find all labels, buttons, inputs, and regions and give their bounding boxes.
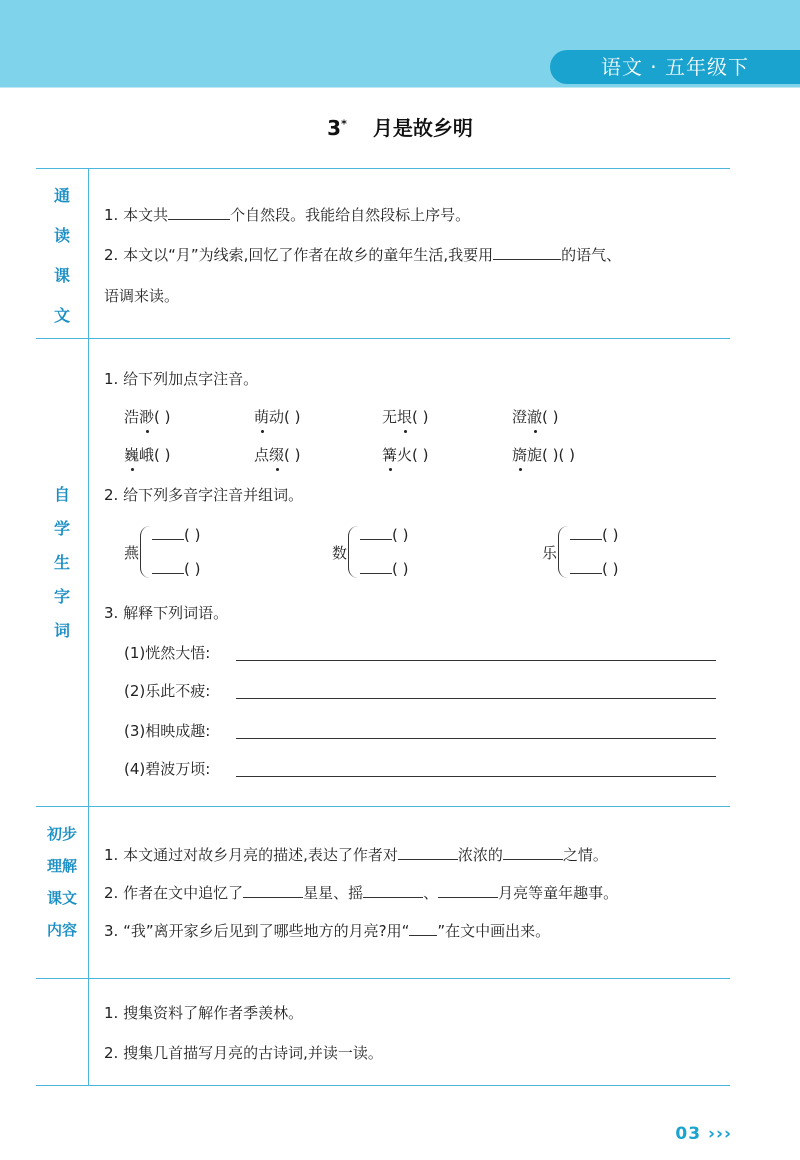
understand-question-3: 3. “我”离开家乡后见到了哪些地方的月亮?用“ ”在文中画出来。	[104, 922, 551, 940]
polyphone-item: 乐 ( ) ( )	[542, 526, 619, 578]
read-question-2-cont: 语调来读。	[104, 287, 180, 305]
definition-answer-line[interactable]	[236, 698, 716, 699]
answer-blank[interactable]	[438, 882, 498, 898]
pinyin-item: 旖旎( )( )	[512, 446, 575, 464]
pinyin-item: 巍峨( )	[124, 446, 171, 464]
answer-blank[interactable]	[152, 558, 184, 574]
answer-blank[interactable]	[168, 204, 230, 220]
page-number: 03 ›››	[675, 1124, 732, 1144]
section-label-read: 通 读 课 文	[53, 186, 70, 325]
section-label-understand: 初步 理解 课文 内容	[46, 825, 77, 939]
read-question-2: 2. 本文以“月”为线索,回忆了作者在故乡的童年生活,我要用 的语气、	[104, 246, 622, 264]
polyphone-item: 燕 ( ) ( )	[124, 526, 201, 578]
answer-blank[interactable]	[503, 844, 563, 860]
label-column-rule	[88, 168, 89, 1086]
pinyin-item: 点缀( )	[254, 446, 301, 464]
definition-label: (2)乐此不疲:	[124, 682, 211, 700]
definition-label: (1)恍然大悟:	[124, 644, 211, 662]
words-question-1: 1. 给下列加点字注音。	[104, 370, 259, 388]
rule-top	[36, 168, 730, 169]
lesson-title	[0, 112, 800, 141]
answer-blank[interactable]	[360, 558, 392, 574]
pinyin-item: 无垠( )	[382, 408, 429, 426]
read-question-1: 1. 本文共 个自然段。我能给自然段标上序号。	[104, 206, 471, 224]
pinyin-item: 萌动( )	[254, 408, 301, 426]
rule-1	[36, 338, 730, 339]
pinyin-item: 浩渺( )	[124, 408, 171, 426]
rule-bottom	[36, 1085, 730, 1086]
answer-blank[interactable]	[360, 524, 392, 540]
extend-question-2: 2. 搜集几首描写月亮的古诗词,并读一读。	[104, 1044, 383, 1062]
definition-answer-line[interactable]	[236, 776, 716, 777]
answer-blank[interactable]	[570, 524, 602, 540]
definition-label: (4)碧波万顷:	[124, 760, 211, 778]
lesson-number: 3*	[327, 116, 347, 140]
answer-blank[interactable]	[152, 524, 184, 540]
definition-answer-line[interactable]	[236, 738, 716, 739]
definition-label: (3)相映成趣:	[124, 722, 211, 740]
next-arrows-icon: ›››	[707, 1124, 732, 1144]
answer-blank[interactable]	[363, 882, 423, 898]
rule-3	[36, 978, 730, 979]
answer-blank[interactable]	[398, 844, 458, 860]
section-label-words: 自 学 生 字 词	[53, 485, 70, 640]
extend-question-1: 1. 搜集资料了解作者季羡林。	[104, 1004, 304, 1022]
pinyin-item: 澄澈( )	[512, 408, 559, 426]
answer-blank[interactable]	[409, 920, 437, 936]
words-question-2: 2. 给下列多音字注音并组词。	[104, 486, 304, 504]
answer-blank[interactable]	[243, 882, 303, 898]
definition-answer-line[interactable]	[236, 660, 716, 661]
answer-blank[interactable]	[570, 558, 602, 574]
pinyin-item: 篝火( )	[382, 446, 429, 464]
answer-blank[interactable]	[493, 244, 561, 260]
grade-tab: 语文 · 五年级下	[550, 50, 800, 84]
rule-2	[36, 806, 730, 807]
understand-question-1: 1. 本文通过对故乡月亮的描述,表达了作者对 浓浓的 之情。	[104, 846, 608, 864]
understand-question-2: 2. 作者在文中追忆了 星星、摇 、 月亮等童年趣事。	[104, 884, 619, 902]
words-question-3: 3. 解释下列词语。	[104, 604, 229, 622]
polyphone-item: 数 ( ) ( )	[332, 526, 409, 578]
lesson-title-text: 月是故乡明	[372, 116, 473, 140]
